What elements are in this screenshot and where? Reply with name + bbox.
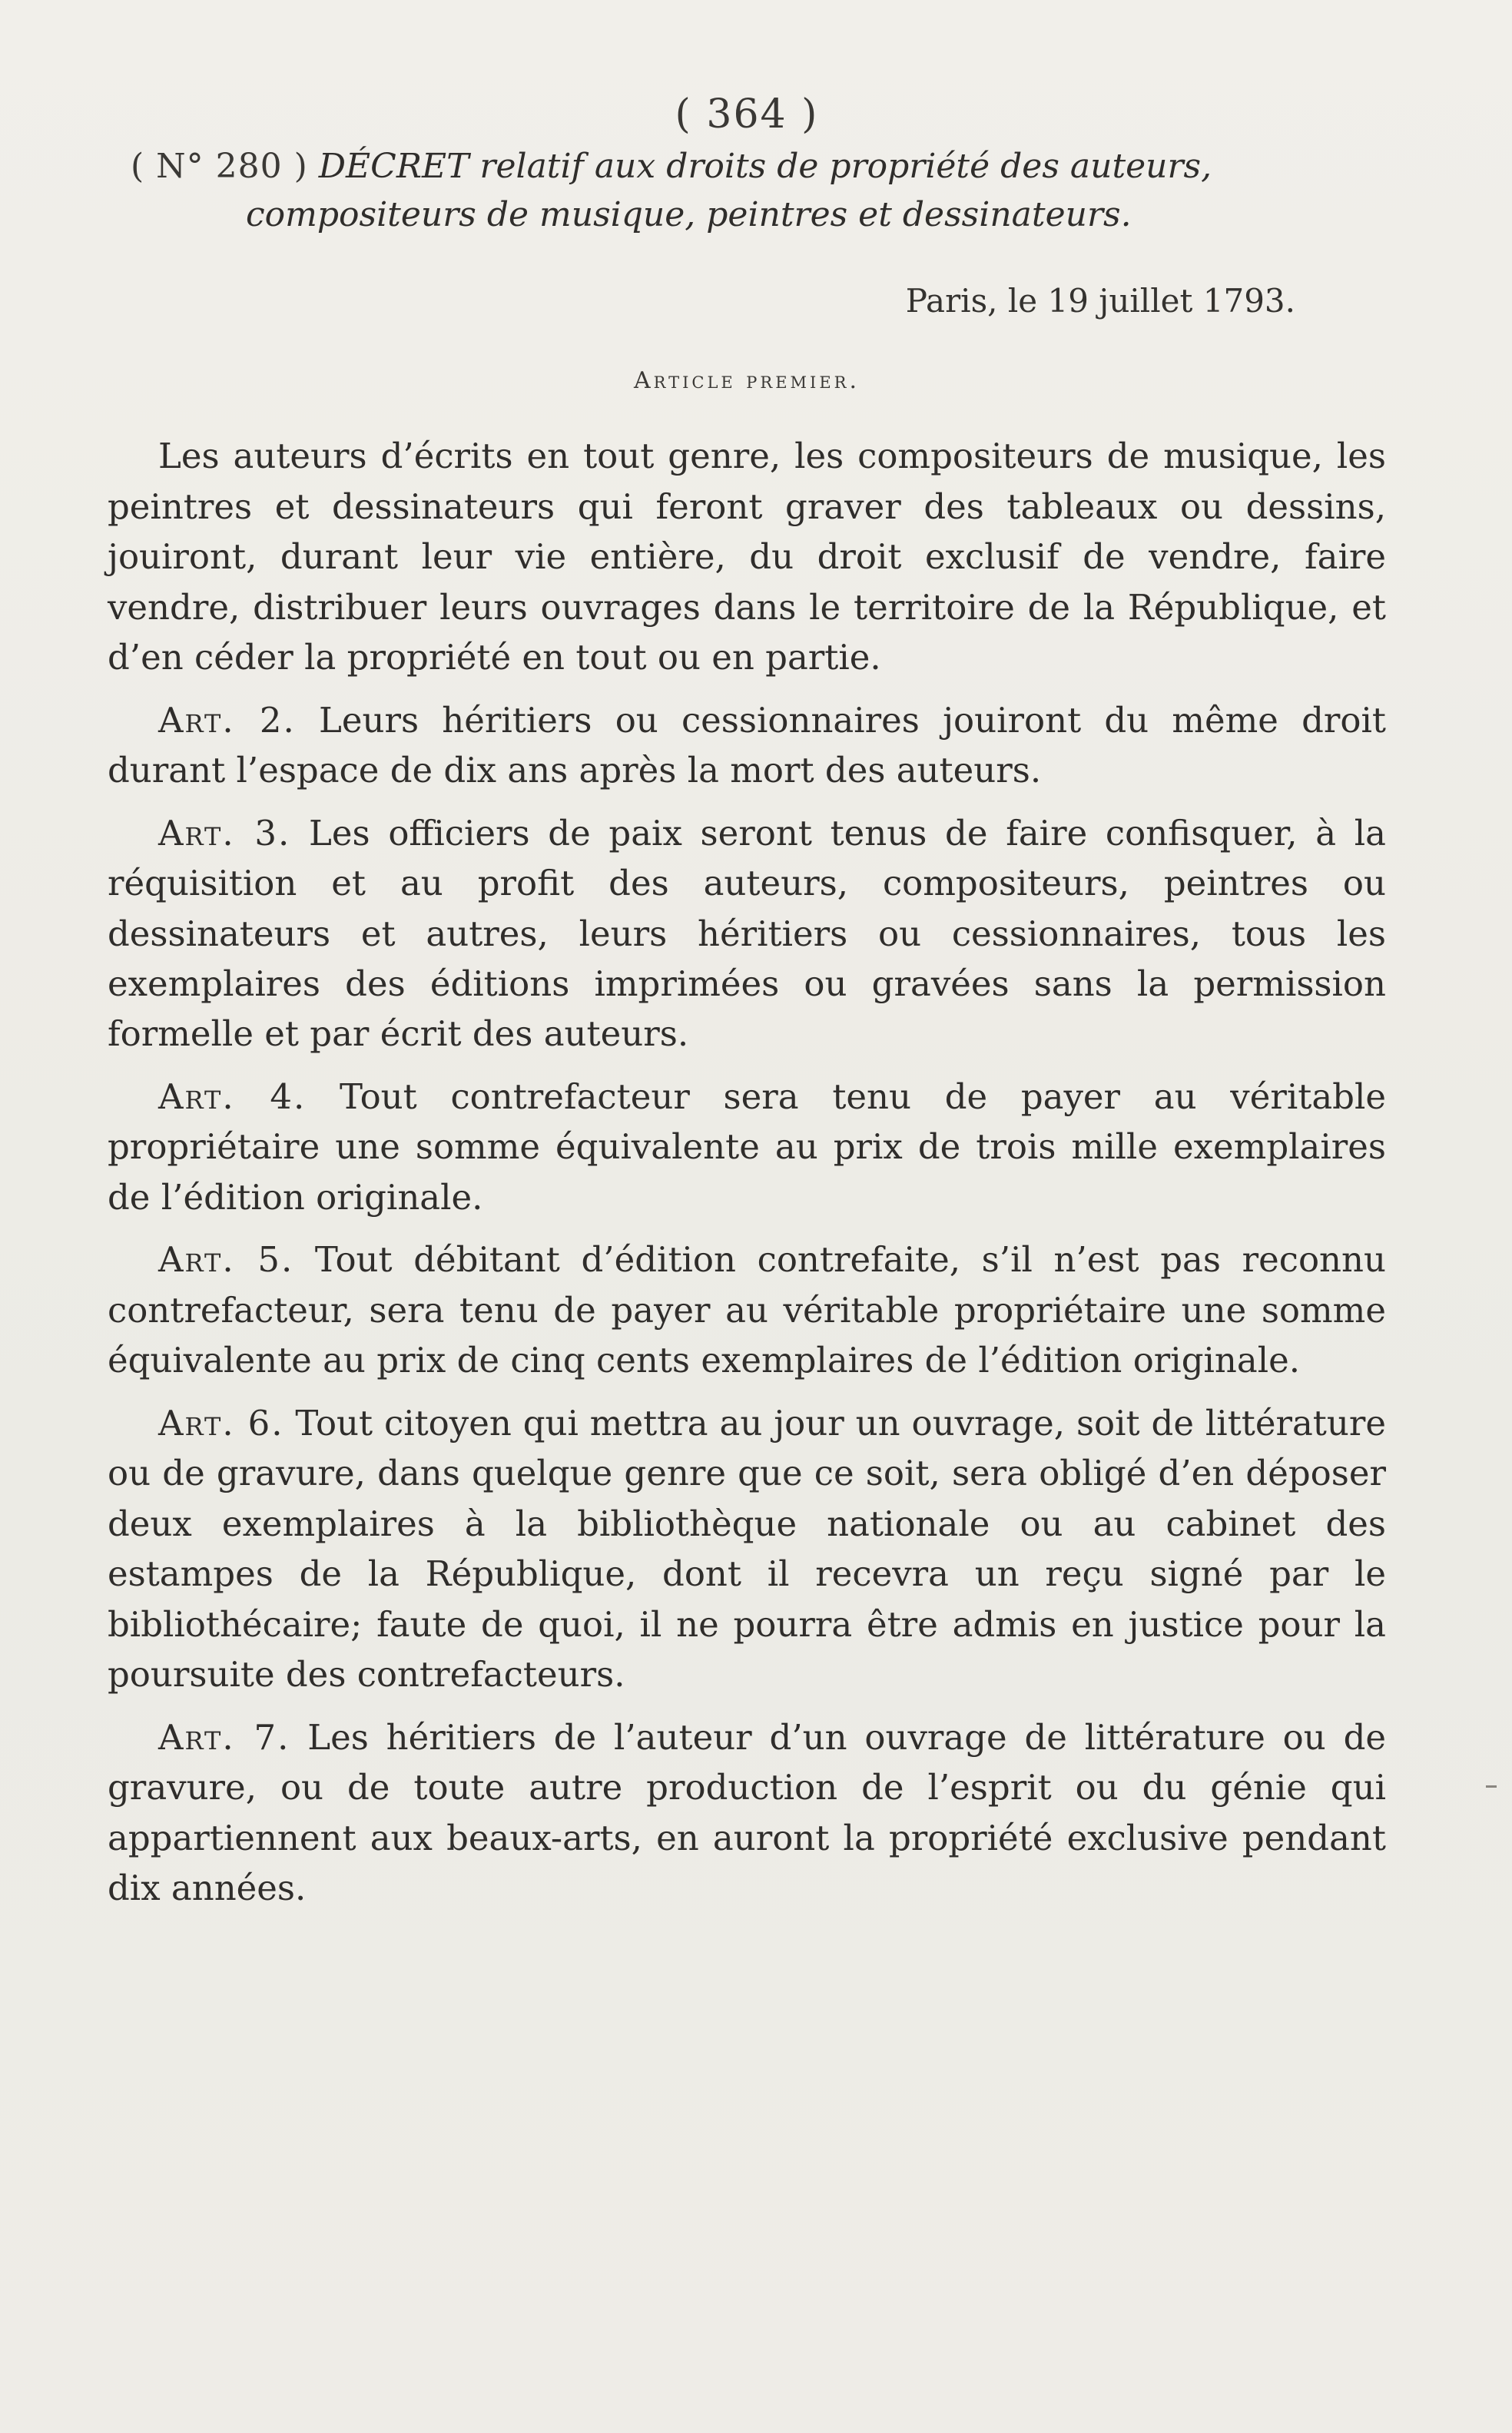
article-7-text: Les héritiers de l’auteur d’un ouvrage de littérature ou de gravure, ou de toute autre production de l’esprit ou du génie qui appartiennent aux beaux-arts, en auront la propriété exclusive pendant dix années. — [108, 1716, 1387, 1908]
article-3-label: Art. 3. — [158, 812, 291, 854]
article-7 — [108, 1712, 1386, 1914]
article-4 — [108, 1072, 1386, 1222]
article-2-text: Leurs héritiers ou cessionnaires jouiront du même droit durant l’espace de dix ans après la mort des auteurs. — [108, 699, 1386, 791]
article-3-text: Les officiers de paix seront tenus de faire confisquer, à la réquisition et au profit des auteurs, compositeurs, peintres ou dessinateurs et autres, leurs héritiers ou cessionnaires, tous les exemplaires des éditions imprimées ou gravées sans la permission formelle et par écrit des auteurs. — [108, 812, 1387, 1055]
decree-title-line2: compositeurs de musique, peintres et dessinateurs. — [246, 194, 1132, 234]
decree-number: ( N° 280 ) — [131, 147, 308, 187]
article-1-text: Les auteurs d’écrits en tout genre, les compositeurs de musique, les peintres et dessinateurs qui feront graver des tableaux ou dessins, jouiront, durant leur vie entière, du droit exclusif de vendre, faire vendre, distribuer leurs ouvrages dans le territoire de la République, et d’en céder la propriété en tout ou en partie. — [108, 436, 1386, 678]
article-2 — [108, 695, 1386, 796]
article-6-label: Art. 6. — [158, 1402, 284, 1444]
article-1 — [108, 431, 1386, 682]
margin-mark — [1486, 1785, 1497, 1788]
article-6 — [108, 1398, 1386, 1700]
text-column — [108, 91, 1386, 1925]
article-3 — [108, 808, 1386, 1059]
decree-title — [108, 143, 1386, 239]
article-2-label: Art. 2. — [158, 699, 296, 741]
article-5 — [108, 1235, 1386, 1385]
article-4-text: Tout contrefacteur sera tenu de payer au véritable propriétaire une somme équivalente au prix de trois mille exemplaires de l’édition originale. — [108, 1076, 1386, 1218]
article-5-text: Tout débitant d’édition contrefaite, s’il n’est pas reconnu contrefacteur, sera tenu de payer au véritable propriétaire une somme équivalente au prix de cinq cents exemplaires de l’édition originale. — [108, 1239, 1386, 1381]
article-7-label: Art. 7. — [158, 1716, 290, 1758]
page-number: ( 364 ) — [675, 91, 819, 138]
decree-title-line1: DÉCRET relatif aux droits de propriété des auteurs, — [318, 147, 1212, 187]
article-heading: Article premier. — [633, 367, 860, 395]
place-date: Paris, le 19 juillet 1793. — [905, 282, 1295, 320]
article-6-text: Tout citoyen qui mettra au jour un ouvrage, soit de littérature ou de gravure, dans quelque genre que ce soit, sera obligé d’en déposer deux exemplaires à la bibliothèque nationale ou au cabinet des estampes de la République, dont il recevra un reçu signé par le bibliothécaire; faute de quoi, il ne pourra être admis en justice pour la poursuite des contrefacteurs. — [108, 1402, 1386, 1695]
article-4-label: Art. 4. — [158, 1076, 307, 1117]
article-5-label: Art. 5. — [158, 1239, 294, 1281]
